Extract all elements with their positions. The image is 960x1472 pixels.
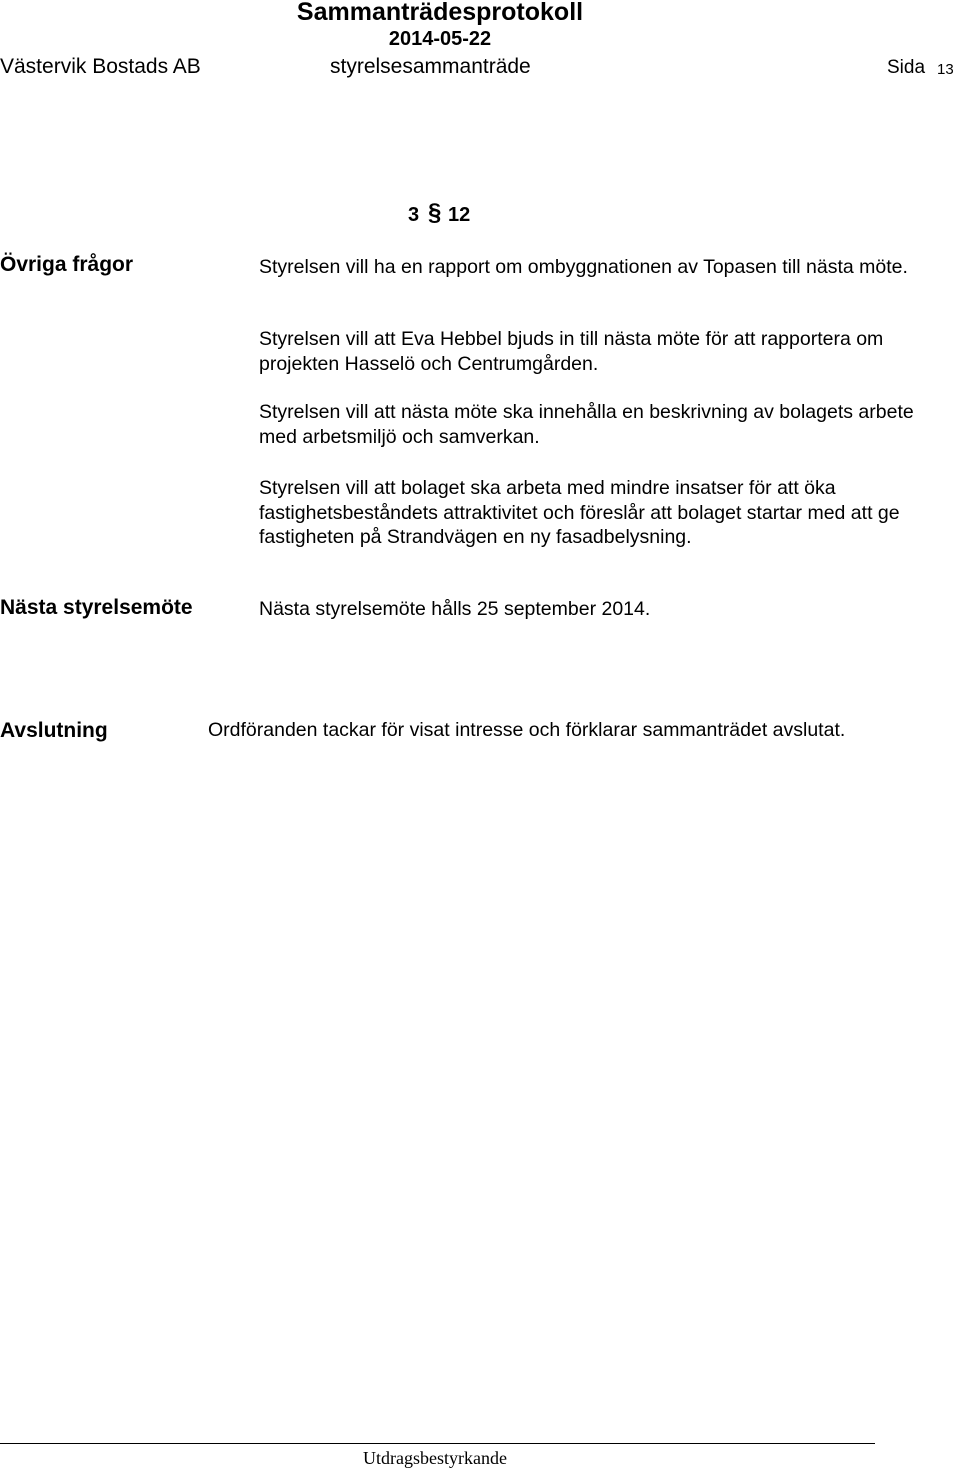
paragraph-arbetsmiljo: Styrelsen vill att nästa möte ska innehålla en beskrivning av bolagets arbete med arbetsmiljö och samverkan. bbox=[259, 401, 914, 448]
section-sign: § bbox=[428, 199, 442, 226]
footer-divider bbox=[0, 1443, 875, 1444]
page-label: Sida bbox=[887, 57, 926, 78]
page-number: 13 bbox=[937, 61, 954, 78]
document-date: 2014-05-22 bbox=[388, 28, 492, 50]
document-title: Sammanträdesprotokoll bbox=[296, 0, 584, 26]
heading-avslutning: Avslutning bbox=[0, 719, 108, 742]
section-sub-number: 12 bbox=[448, 204, 471, 226]
section-number: 3 bbox=[408, 204, 420, 226]
heading-nasta-styrelsemote: Nästa styrelsemöte bbox=[0, 596, 193, 619]
meeting-type: styrelsesammanträde bbox=[330, 55, 531, 78]
closing-text: Ordföranden tackar för visat intresse och förklarar sammanträdet avslutat. bbox=[208, 719, 846, 741]
next-meeting-text: Nästa styrelsemöte hålls 25 september 2014. bbox=[259, 598, 651, 620]
paragraph-eva-hebbel: Styrelsen vill att Eva Hebbel bjuds in till nästa möte för att rapportera om projekten Hasselö och Centrumgården. bbox=[259, 328, 884, 375]
organization-name: Västervik Bostads AB bbox=[0, 55, 201, 78]
paragraph-fasadbelysning: Styrelsen vill att bolaget ska arbeta med mindre insatser för att öka fastighetsbeståndets attraktivitet och föreslår att bolaget startar med att ge fastigheten på Strandvägen en ny fasadbelysning. bbox=[259, 477, 900, 548]
footer-label: Utdragsbestyrkande bbox=[363, 1448, 507, 1468]
heading-ovriga-fragor: Övriga frågor bbox=[0, 253, 134, 276]
paragraph-rapport-topasen: Styrelsen vill ha en rapport om ombyggnationen av Topasen till nästa möte. bbox=[259, 256, 908, 278]
